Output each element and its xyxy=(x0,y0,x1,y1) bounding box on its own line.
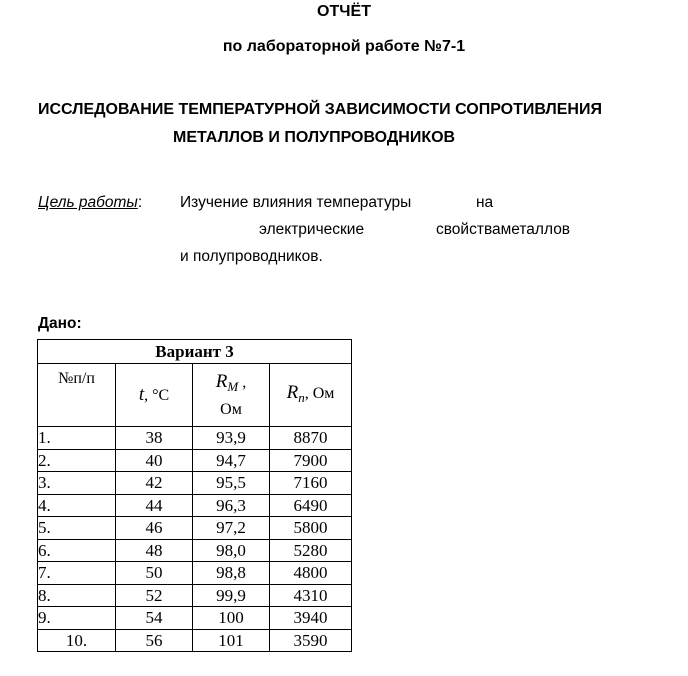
cell-metal-resistance: 101 xyxy=(193,629,270,652)
report-title: ОТЧЁТ xyxy=(317,3,371,20)
cell-semiconductor-resistance: 7900 xyxy=(270,449,352,472)
cell-semiconductor-resistance: 7160 xyxy=(270,472,352,495)
goal-text-line2b: свойстваметаллов xyxy=(436,221,571,238)
goal-colon: : xyxy=(137,194,143,211)
cell-number: 7. xyxy=(38,562,116,585)
header-number: №п/п xyxy=(38,364,116,427)
table-row xyxy=(38,629,352,652)
cell-semiconductor-resistance: 4310 xyxy=(270,584,352,607)
header-semiconductor-resistance: $R_n$, Ом xyxy=(270,364,352,427)
cell-semiconductor-resistance: 5800 xyxy=(270,517,352,540)
table-row xyxy=(38,562,352,585)
cell-metal-resistance: 95,5 xyxy=(193,472,270,495)
table-row xyxy=(38,427,352,450)
cell-metal-resistance: 96,3 xyxy=(193,494,270,517)
cell-number: 3. xyxy=(38,472,116,495)
cell-number: 6. xyxy=(38,539,116,562)
table-row xyxy=(38,517,352,540)
cell-number: 2. xyxy=(38,449,116,472)
header-metal-resistance: $R_M$ , Ом xyxy=(193,364,270,427)
given-label: Дано: xyxy=(38,315,82,332)
topic-line-1: ИССЛЕДОВАНИЕ ТЕМПЕРАТУРНОЙ ЗАВИСИМОСТИ СОПРОТИВЛЕНИЯ xyxy=(38,101,602,118)
cell-number: 10. xyxy=(38,629,116,652)
table-row xyxy=(38,449,352,472)
cell-number: 9. xyxy=(38,607,116,630)
cell-temperature: 50 xyxy=(116,562,193,585)
cell-temperature: 42 xyxy=(116,472,193,495)
cell-metal-resistance: 98,8 xyxy=(193,562,270,585)
goal-text-line3: и полупроводников. xyxy=(180,248,323,265)
goal-label: Цель работы xyxy=(38,194,138,211)
cell-temperature: 46 xyxy=(116,517,193,540)
goal-text-line2a: электрические xyxy=(259,221,365,238)
cell-number: 1. xyxy=(38,427,116,450)
cell-number: 4. xyxy=(38,494,116,517)
cell-metal-resistance: 97,2 xyxy=(193,517,270,540)
goal-text-line1a: Изучение влияния температуры xyxy=(180,194,412,211)
table-caption: Вариант 3 xyxy=(38,340,352,364)
header-temperature: t, °C xyxy=(116,364,193,427)
table-row xyxy=(38,472,352,495)
table-row xyxy=(38,539,352,562)
cell-metal-resistance: 93,9 xyxy=(193,427,270,450)
cell-semiconductor-resistance: 3940 xyxy=(270,607,352,630)
cell-semiconductor-resistance: 8870 xyxy=(270,427,352,450)
topic-line-2: МЕТАЛЛОВ И ПОЛУПРОВОДНИКОВ xyxy=(173,129,456,146)
table-row xyxy=(38,607,352,630)
cell-number: 8. xyxy=(38,584,116,607)
cell-metal-resistance: 99,9 xyxy=(193,584,270,607)
cell-temperature: 54 xyxy=(116,607,193,630)
cell-temperature: 44 xyxy=(116,494,193,517)
cell-temperature: 56 xyxy=(116,629,193,652)
table-row xyxy=(38,494,352,517)
cell-semiconductor-resistance: 4800 xyxy=(270,562,352,585)
variant-table xyxy=(37,339,352,652)
cell-semiconductor-resistance: 5280 xyxy=(270,539,352,562)
lab-line: по лабораторной работе №7-1 xyxy=(222,38,466,55)
goal-label-wrap xyxy=(38,194,142,212)
cell-temperature: 40 xyxy=(116,449,193,472)
table-row xyxy=(38,584,352,607)
cell-temperature: 38 xyxy=(116,427,193,450)
table-header-row xyxy=(38,364,352,427)
cell-metal-resistance: 94,7 xyxy=(193,449,270,472)
cell-metal-resistance: 98,0 xyxy=(193,539,270,562)
cell-temperature: 48 xyxy=(116,539,193,562)
cell-semiconductor-resistance: 3590 xyxy=(270,629,352,652)
table-body xyxy=(38,427,352,652)
table-caption-row xyxy=(38,340,352,364)
cell-metal-resistance: 100 xyxy=(193,607,270,630)
cell-temperature: 52 xyxy=(116,584,193,607)
cell-number: 5. xyxy=(38,517,116,540)
goal-text-line1b: на xyxy=(476,194,494,211)
cell-semiconductor-resistance: 6490 xyxy=(270,494,352,517)
